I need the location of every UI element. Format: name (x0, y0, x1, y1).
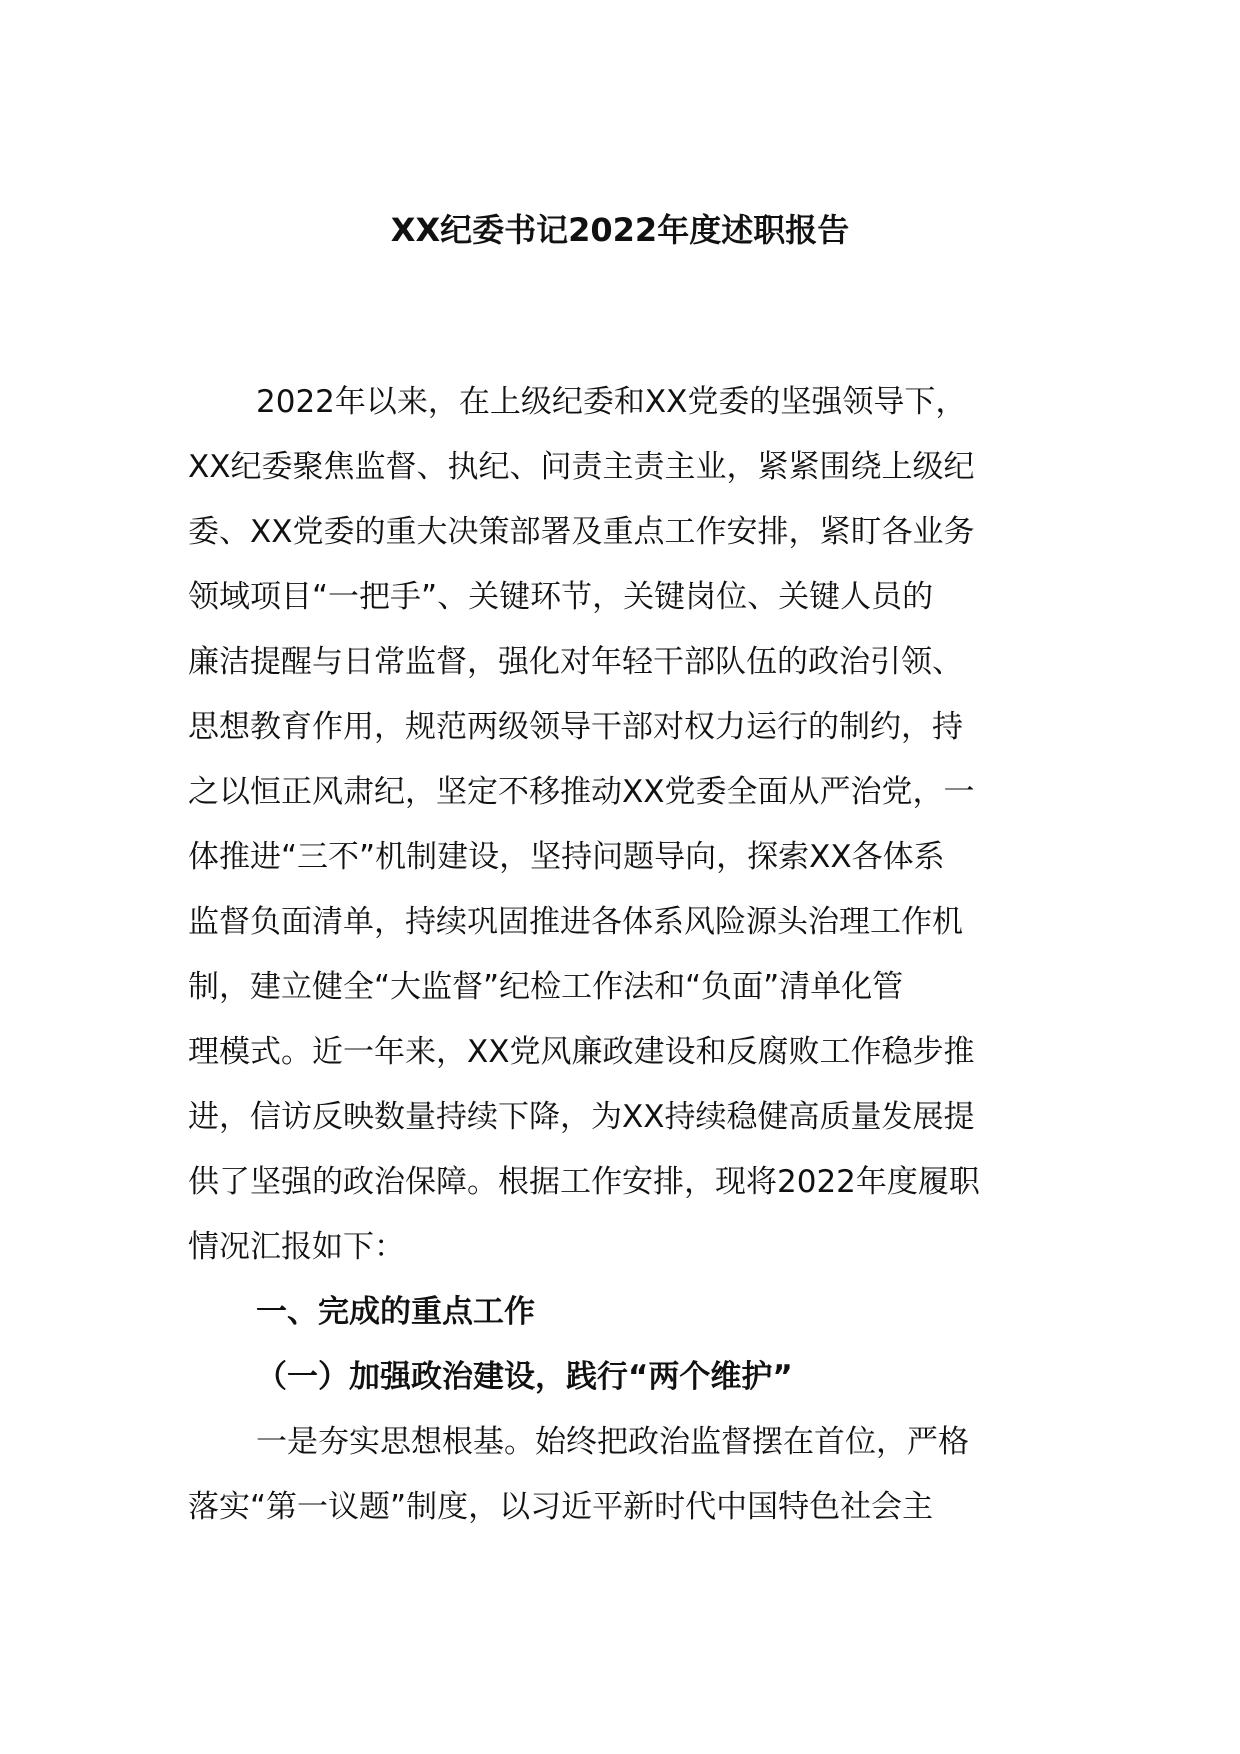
paragraph-line: 2022年以来，在上级纪委和XX党委的坚强领导下， (256, 384, 967, 420)
paragraph-line: 监督负面清单，持续巩固推进各体系风险源头治理工作机 (188, 904, 963, 940)
document-title: XX纪委书记2022年度述职报告 (390, 211, 850, 249)
subsection-heading: （一）加强政治建设，践行“两个维护” (256, 1359, 793, 1395)
paragraph-line: 进，信访反映数量持续下降，为XX持续稳健高质量发展提 (188, 1099, 975, 1135)
paragraph-line: 供了坚强的政治保障。根据工作安排，现将2022年度履职 (188, 1164, 980, 1200)
section-heading: 一、完成的重点工作 (256, 1294, 535, 1330)
paragraph-line: 思想教育作用，规范两级领导干部对权力运行的制约，持 (188, 709, 963, 745)
paragraph-line: 一是夯实思想根基。始终把政治监督摆在首位，严格 (256, 1424, 969, 1460)
paragraph-line: 理模式。近一年来，XX党风廉政建设和反腐败工作稳步推 (188, 1034, 975, 1070)
paragraph-line: 体推进“三不”机制建设，坚持问题导向，探索XX各体系 (188, 839, 945, 875)
paragraph-line: XX纪委聚焦监督、执纪、问责主责主业，紧紧围绕上级纪 (188, 449, 975, 485)
paragraph-line: 领域项目“一把手”、关键环节，关键岗位、关键人员的 (188, 579, 934, 615)
paragraph-line: 廉洁提醒与日常监督，强化对年轻干部队伍的政治引领、 (188, 644, 963, 680)
paragraph-line: 制，建立健全“大监督”纪检工作法和“负面”清单化管 (188, 969, 904, 1005)
paragraph-line: 落实“第一议题”制度，以习近平新时代中国特色社会主 (188, 1489, 934, 1525)
paragraph-line: 委、XX党委的重大决策部署及重点工作安排，紧盯各业务 (188, 514, 975, 550)
paragraph-line: 情况汇报如下： (188, 1229, 405, 1265)
document-body (188, 370, 1048, 1540)
paragraph-line: 之以恒正风肃纪，坚定不移推动XX党委全面从严治党，一 (188, 774, 975, 810)
